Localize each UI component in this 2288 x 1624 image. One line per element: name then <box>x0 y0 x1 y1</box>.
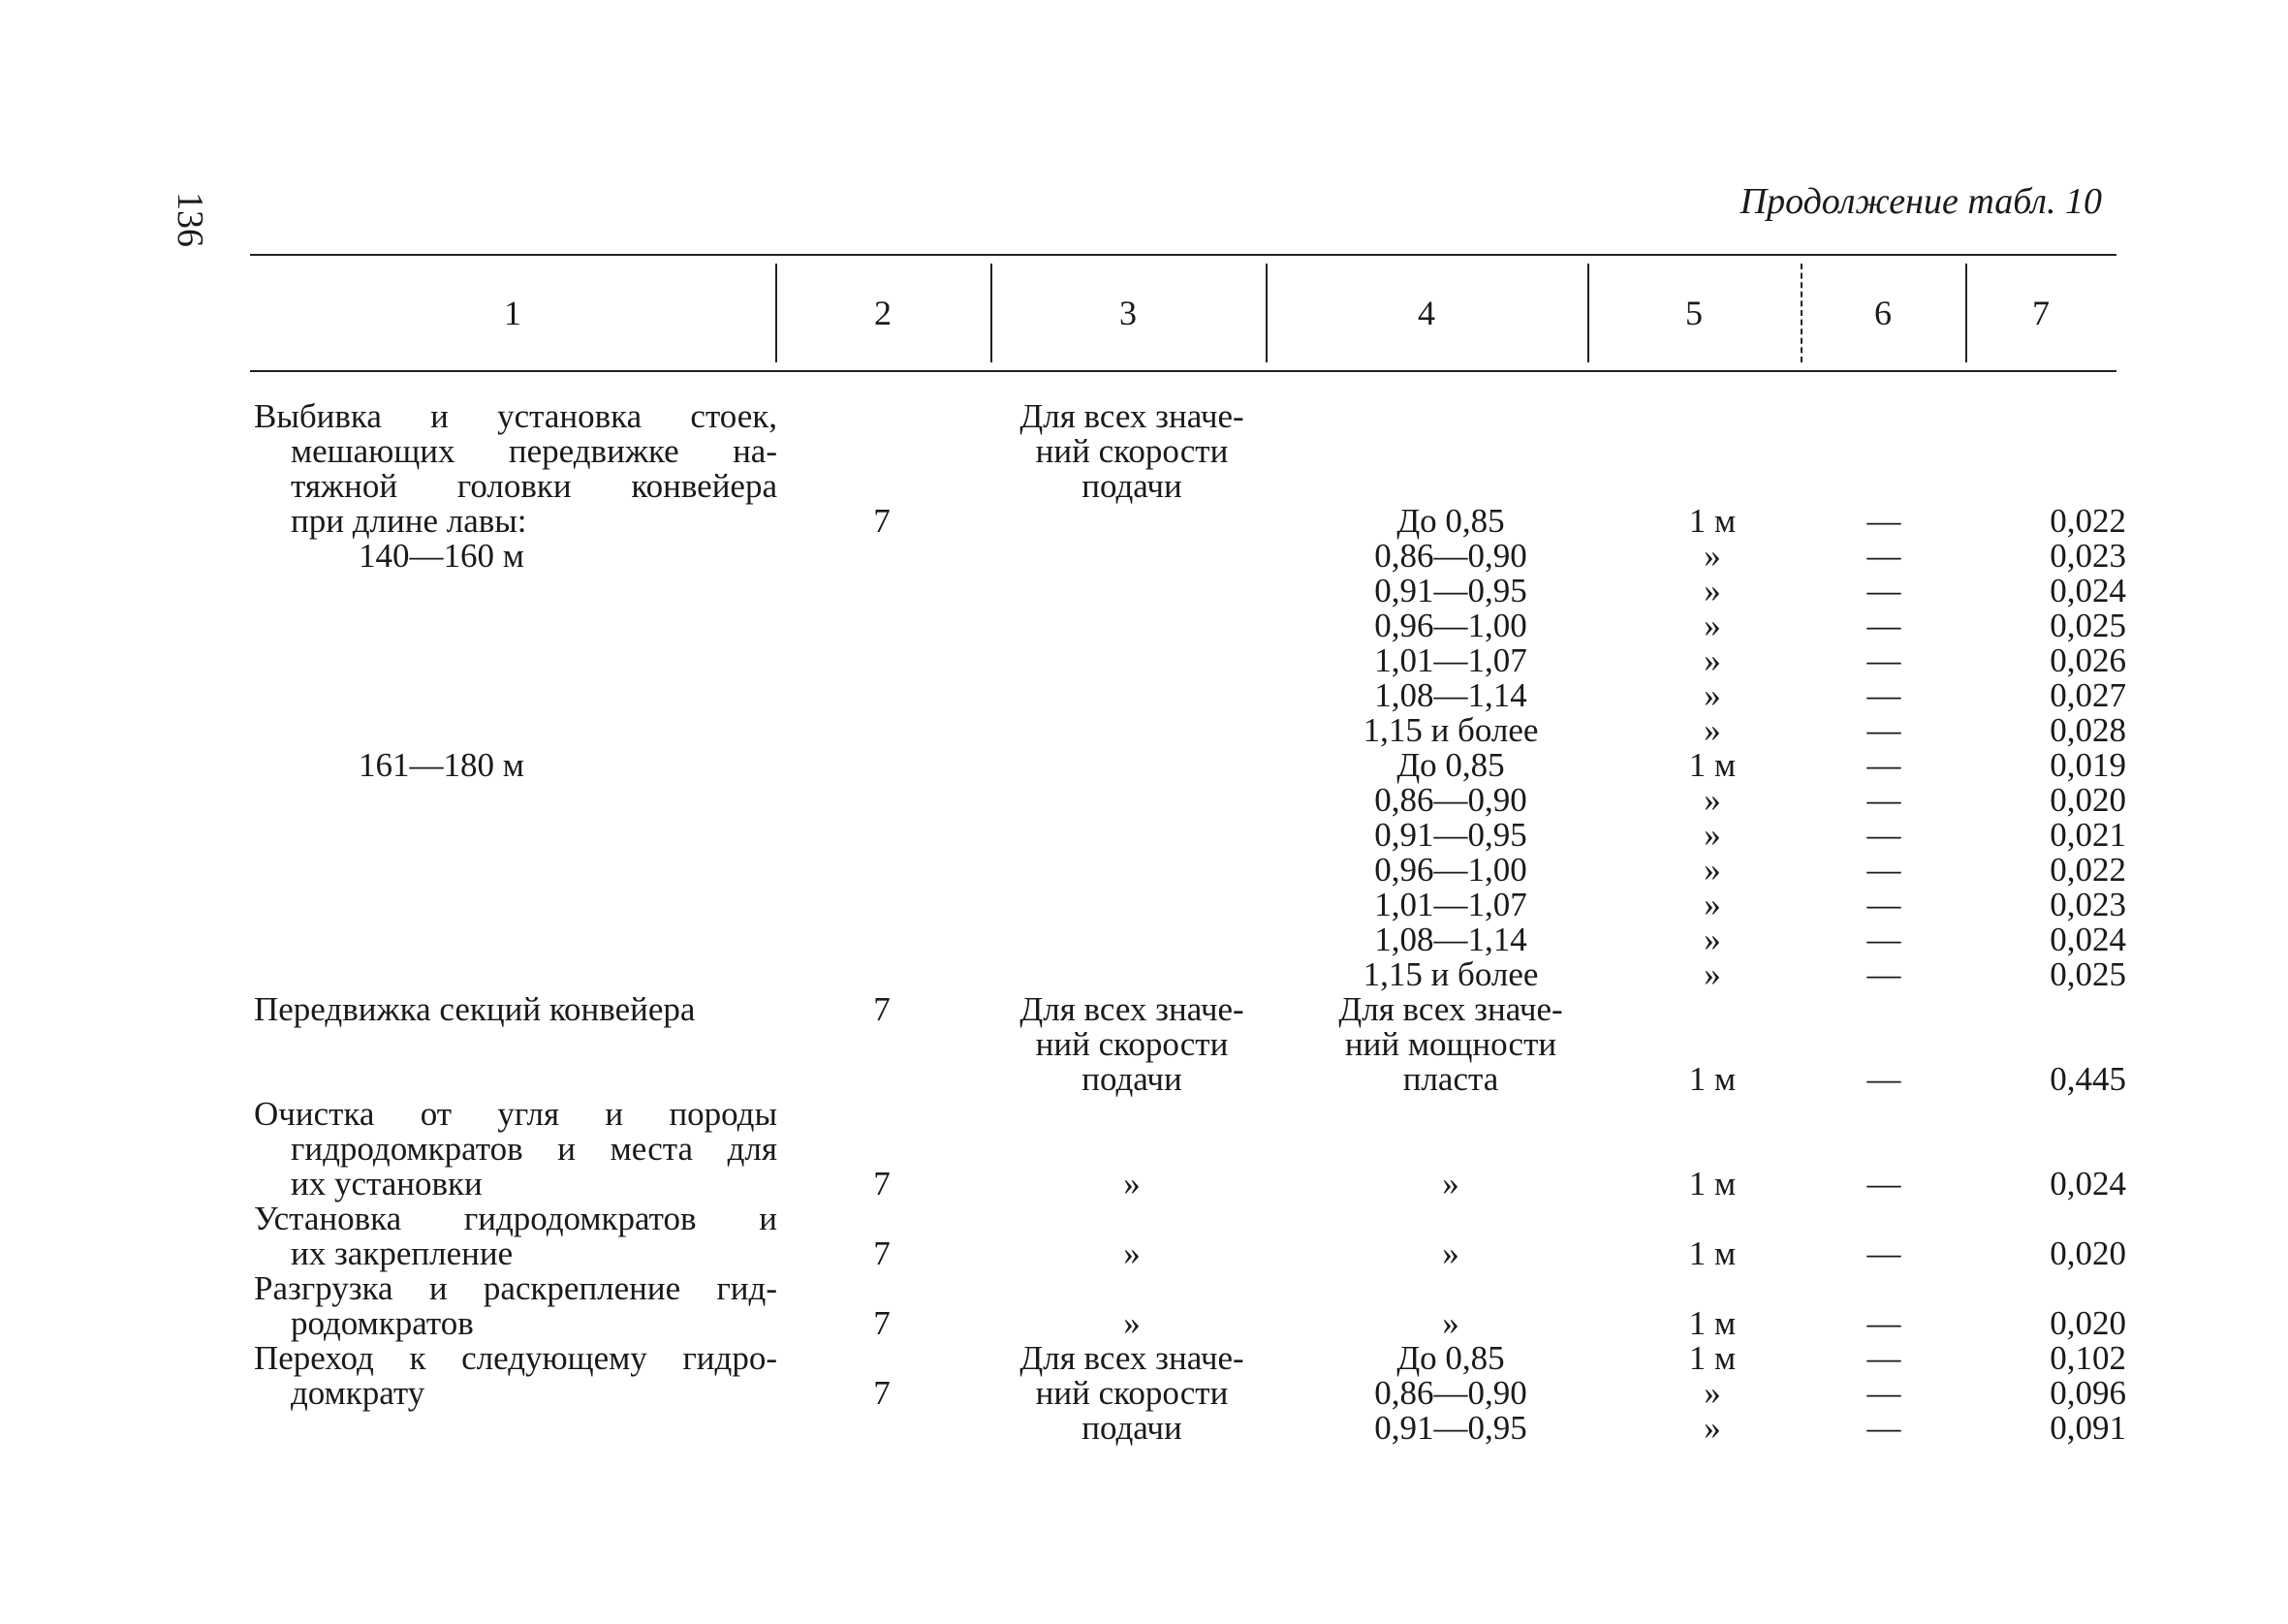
row-description: Переход к следующему гидро- <box>254 1339 777 1377</box>
cell-col3: подачи <box>1081 467 1182 505</box>
row-description: Очистка от угля и породы <box>254 1095 777 1133</box>
cell-col4: 0,86—0,90 <box>1374 781 1527 819</box>
cell-col3: подачи <box>1081 1060 1182 1098</box>
cell-col7: 0,019 <box>2050 746 2126 784</box>
cell-col5: » <box>1704 851 1721 889</box>
cell-col4: 1,01—1,07 <box>1374 886 1527 923</box>
column-header-1: 1 <box>504 294 521 332</box>
cell-col5: » <box>1704 1374 1721 1412</box>
cell-col7: 0,025 <box>2050 955 2126 993</box>
cell-col5: 1 м <box>1688 502 1737 540</box>
cell-col5: » <box>1704 676 1721 714</box>
row-description: гидродомкратов и места для <box>291 1130 777 1168</box>
column-header-3: 3 <box>1119 294 1137 332</box>
cell-col7: 0,023 <box>2050 537 2126 575</box>
row-description: мешающих передвижке на- <box>291 432 777 470</box>
cell-col6: — <box>1866 607 1901 644</box>
cell-col7: 0,020 <box>2050 781 2126 819</box>
cell-col6: — <box>1866 886 1901 923</box>
row-description: Выбивка и установка стоек, <box>254 397 777 435</box>
row-description: Разгрузка и раскрепление гид- <box>254 1269 777 1307</box>
cell-col6: — <box>1866 955 1901 993</box>
cell-col7: 0,025 <box>2050 607 2126 644</box>
cell-col4: 0,86—0,90 <box>1374 537 1527 575</box>
cell-col7: 0,028 <box>2050 711 2126 749</box>
cell-col4: До 0,85 <box>1396 746 1505 784</box>
cell-col4: 0,96—1,00 <box>1374 851 1527 889</box>
cell-col4: 1,08—1,14 <box>1374 921 1527 958</box>
cell-col5: 1 м <box>1688 1304 1737 1342</box>
cell-col4: 0,86—0,90 <box>1374 1374 1527 1412</box>
cell-col2: 7 <box>873 990 891 1028</box>
row-description: домкрату <box>291 1374 425 1412</box>
cell-col6: — <box>1866 1374 1901 1412</box>
cell-col3: Для всех значе- <box>1019 1339 1244 1377</box>
cell-col6: — <box>1866 537 1901 575</box>
cell-col7: 0,021 <box>2050 816 2126 854</box>
cell-col5: 1 м <box>1688 1234 1737 1272</box>
cell-col4: 0,91—0,95 <box>1374 1409 1527 1447</box>
cell-col4: » <box>1442 1304 1459 1342</box>
cell-col5: » <box>1704 537 1721 575</box>
cell-col6: — <box>1866 1409 1901 1447</box>
cell-col6: — <box>1866 1165 1901 1202</box>
cell-col7: 0,102 <box>2050 1339 2126 1377</box>
cell-col2: 7 <box>873 502 891 540</box>
cell-col4: 1,15 и более <box>1363 711 1539 749</box>
cell-col6: — <box>1866 781 1901 819</box>
cell-col4: ний мощности <box>1344 1025 1557 1063</box>
cell-col6: — <box>1866 746 1901 784</box>
table-caption: Продолжение табл. 10 <box>1740 181 2102 222</box>
cell-col4: 0,91—0,95 <box>1374 572 1527 609</box>
cell-col4: 1,08—1,14 <box>1374 676 1527 714</box>
cell-col7: 0,024 <box>2050 572 2126 609</box>
cell-col7: 0,445 <box>2050 1060 2126 1098</box>
cell-col4: » <box>1442 1234 1459 1272</box>
cell-col7: 0,020 <box>2050 1234 2126 1272</box>
cell-col6: — <box>1866 676 1901 714</box>
cell-col4: До 0,85 <box>1396 1339 1505 1377</box>
cell-col5: » <box>1704 607 1721 644</box>
row-subcategory: 161—180 м <box>359 746 524 784</box>
cell-col7: 0,022 <box>2050 502 2126 540</box>
cell-col6: — <box>1866 1234 1901 1272</box>
row-description: их закрепление <box>291 1234 514 1272</box>
cell-col7: 0,091 <box>2050 1409 2126 1447</box>
row-description: их установки <box>291 1165 483 1202</box>
cell-col5: » <box>1704 1409 1721 1447</box>
cell-col5: » <box>1704 572 1721 609</box>
row-description: Установка гидродомкратов и <box>254 1200 777 1237</box>
cell-col3: Для всех значе- <box>1019 990 1244 1028</box>
row-description: тяжной головки конвейера <box>291 467 777 505</box>
row-description: Передвижка секций конвейера <box>254 990 696 1028</box>
cell-col7: 0,024 <box>2050 921 2126 958</box>
cell-col5: » <box>1704 886 1721 923</box>
cell-col5: 1 м <box>1688 1165 1737 1202</box>
cell-col3: » <box>1123 1234 1141 1272</box>
cell-col6: — <box>1866 641 1901 679</box>
cell-col7: 0,096 <box>2050 1374 2126 1412</box>
cell-col7: 0,024 <box>2050 1165 2126 1202</box>
cell-col5: 1 м <box>1688 746 1737 784</box>
cell-col3: Для всех значе- <box>1019 397 1244 435</box>
cell-col2: 7 <box>873 1234 891 1272</box>
cell-col4: 0,91—0,95 <box>1374 816 1527 854</box>
column-header-2: 2 <box>874 294 892 332</box>
row-description: родомкратов <box>291 1304 474 1342</box>
cell-col7: 0,027 <box>2050 676 2126 714</box>
cell-col5: » <box>1704 816 1721 854</box>
column-header-5: 5 <box>1685 294 1703 332</box>
page-number: 136 <box>170 192 210 247</box>
cell-col6: — <box>1866 711 1901 749</box>
cell-col5: » <box>1704 781 1721 819</box>
column-header-4: 4 <box>1418 294 1435 332</box>
cell-col4: » <box>1442 1165 1459 1202</box>
cell-col6: — <box>1866 572 1901 609</box>
column-header-7: 7 <box>2032 294 2050 332</box>
column-header-6: 6 <box>1874 294 1892 332</box>
cell-col7: 0,022 <box>2050 851 2126 889</box>
cell-col5: » <box>1704 641 1721 679</box>
cell-col5: 1 м <box>1688 1339 1737 1377</box>
cell-col6: — <box>1866 502 1901 540</box>
cell-col2: 7 <box>873 1374 891 1412</box>
cell-col3: » <box>1123 1165 1141 1202</box>
row-description: при длине лавы: <box>291 502 527 540</box>
cell-col3: подачи <box>1081 1409 1182 1447</box>
cell-col6: — <box>1866 1339 1901 1377</box>
cell-col7: 0,023 <box>2050 886 2126 923</box>
cell-col6: — <box>1866 1304 1901 1342</box>
cell-col3: ний скорости <box>1035 1374 1229 1412</box>
cell-col5: » <box>1704 921 1721 958</box>
cell-col4: 1,15 и более <box>1363 955 1539 993</box>
cell-col3: » <box>1123 1304 1141 1342</box>
cell-col4: 1,01—1,07 <box>1374 641 1527 679</box>
cell-col4: Для всех значе- <box>1338 990 1563 1028</box>
cell-col6: — <box>1866 921 1901 958</box>
cell-col7: 0,026 <box>2050 641 2126 679</box>
cell-col3: ний скорости <box>1035 1025 1229 1063</box>
cell-col6: — <box>1866 1060 1901 1098</box>
cell-col3: ний скорости <box>1035 432 1229 470</box>
cell-col5: 1 м <box>1688 1060 1737 1098</box>
cell-col6: — <box>1866 816 1901 854</box>
cell-col6: — <box>1866 851 1901 889</box>
cell-col4: До 0,85 <box>1396 502 1505 540</box>
cell-col4: пласта <box>1402 1060 1499 1098</box>
cell-col2: 7 <box>873 1165 891 1202</box>
cell-col2: 7 <box>873 1304 891 1342</box>
cell-col4: 0,96—1,00 <box>1374 607 1527 644</box>
cell-col5: » <box>1704 955 1721 993</box>
cell-col5: » <box>1704 711 1721 749</box>
cell-col7: 0,020 <box>2050 1304 2126 1342</box>
row-subcategory: 140—160 м <box>359 537 524 575</box>
